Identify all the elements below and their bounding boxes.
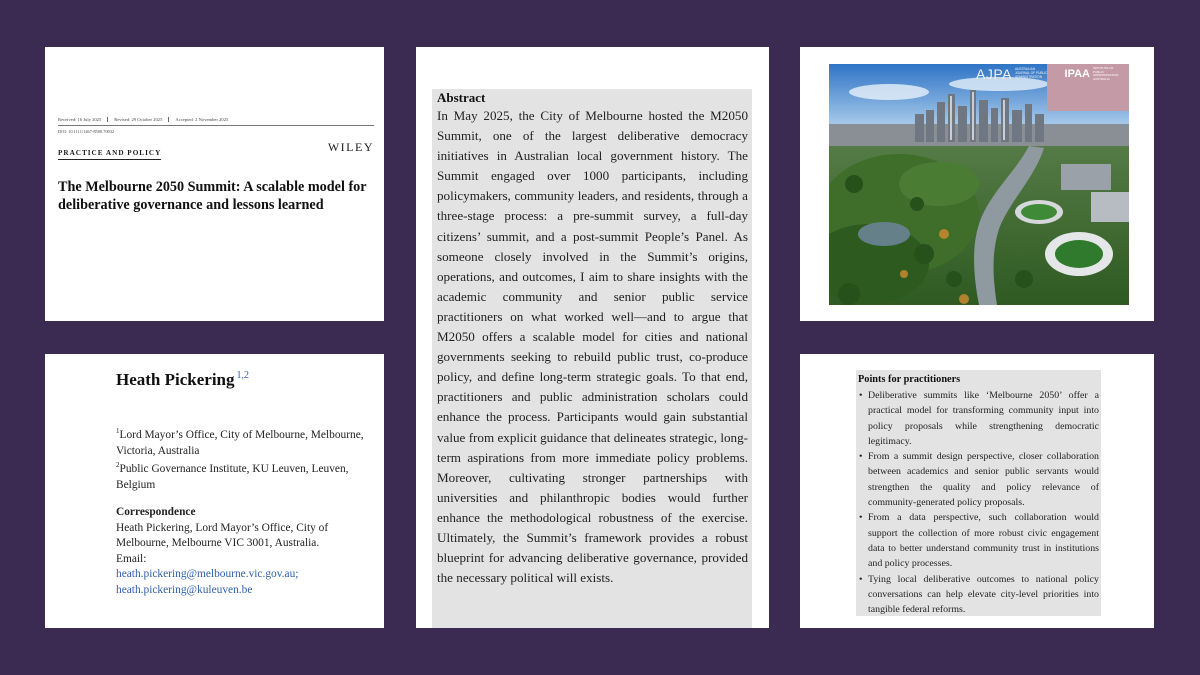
correspondence-text: Heath Pickering, Lord Mayor’s Office, City of Melbourne, Melbourne VIC 3001, Australia. — [116, 521, 329, 549]
correspondence-heading: Correspondence — [116, 506, 196, 518]
cover-image-panel — [800, 47, 1154, 321]
ipaa-logo — [1065, 67, 1117, 81]
affiliation-2-mark: 2 — [116, 461, 120, 469]
list-item: • From a summit design perspective, closer collaboration between academics and senior public servants would strengthen the quality and policy relevance of community-generated policy proposals. — [858, 449, 1099, 510]
affiliation-1 — [116, 423, 378, 459]
points-panel — [800, 354, 1154, 628]
article-dates — [58, 117, 374, 122]
affiliation-2 — [116, 457, 378, 493]
received-date: Received: 16 July 2025 — [58, 117, 102, 122]
abstract-panel — [416, 47, 769, 628]
email-link-melbourne[interactable]: heath.pickering@melbourne.vic.gov.au; — [116, 568, 299, 580]
ajpa-logo-subtitle: AUSTRALIAN JOURNAL OF PUBLIC ADMINISTRATION — [1014, 67, 1048, 79]
list-item: • From a data perspective, such collaboration would support the collection of more robust civic engagement data to better understand community trust in institutions and policy processes. — [858, 510, 1099, 571]
author-name — [116, 370, 249, 390]
paper-title: The Melbourne 2050 Summit: A scalable model for deliberative governance and lessons learned — [58, 179, 367, 213]
email-label: Email: — [116, 552, 147, 565]
affiliation-2-text: Public Governance Institute, KU Leuven, Leuven, Belgium — [116, 462, 349, 491]
title-page-panel — [45, 47, 384, 321]
author-panel — [45, 354, 384, 628]
points-box — [856, 370, 1101, 616]
ajpa-logo — [976, 66, 1049, 82]
doi-text: DOI: 10.1111/1467-8500.70032 — [58, 129, 115, 134]
points-list — [858, 388, 1099, 617]
abstract-heading: Abstract — [437, 90, 486, 105]
email-link-kuleuven[interactable]: heath.pickering@kuleuven.be — [116, 583, 253, 596]
author-name-text: Heath Pickering — [116, 370, 235, 389]
affiliation-1-text: Lord Mayor’s Office, City of Melbourne, Melbourne, Victoria, Australia — [116, 428, 364, 457]
section-label: PRACTICE AND POLICY — [58, 149, 161, 160]
affiliation-1-mark: 1 — [116, 427, 120, 435]
correspondence-block — [116, 505, 378, 598]
abstract-box — [432, 89, 752, 628]
points-heading: Points for practitioners — [858, 374, 961, 385]
header-rule — [58, 125, 374, 126]
abstract-text: In May 2025, the City of Melbourne hosted the M2050 Summit, one of the largest deliberative democracy initiatives in Australian local government history. The Summit engaged over 1000 participants, including policymakers, community leaders, and residents, through a three-stage process: a pre-summit survey, a full-day citizens’ summit, and a post-summit People’s Panel. As someone closely involved in the Summit’s origins, operations, and outcomes, I aim to share insights with the academic community and senior public service practitioners on what worked well—and to argue that M2050 offers a scalable model for cities and national governments seeking to rebuild public trust, co-produce policy, and define long-term strategic goals. To that end, practitioners and public administration scholars could enhance the process. Participants would gain substantial value from explicit guidance that delineates strategic, long-term aspirations from more immediate policy problems. Moreover, cultivating stronger partnerships with universities and philanthropic bodies would further enhance the methodological robustness of the exercise. Ultimately, the Summit’s framework provides a robust blueprint for advancing deliberative governance, provided the necessary political will exists. — [437, 108, 748, 586]
revised-date: Revised: 29 October 2025 — [107, 117, 162, 122]
melbourne-aerial-image — [829, 64, 1129, 305]
ipaa-logo-subtitle: INSTITUTE OF PUBLIC ADMINISTRATION AUSTRALIA — [1093, 66, 1119, 81]
list-item: • Deliberative summits like ‘Melbourne 2050’ offer a practical model for transforming community input into policy proposals while strengthening democratic legitimacy. — [858, 388, 1099, 449]
ipaa-logo-mark: IPAA — [1064, 68, 1090, 81]
publisher-logo: WILEY — [327, 140, 374, 154]
author-affiliation-marks: 1,2 — [236, 370, 250, 382]
ajpa-logo-mark: AJPA — [976, 66, 1012, 82]
list-item: • Tying local deliberative outcomes to national policy conversations can help elevate city-level priorities into tangible federal reforms. — [858, 572, 1099, 618]
accepted-date: Accepted: 2 November 2025 — [168, 117, 228, 122]
